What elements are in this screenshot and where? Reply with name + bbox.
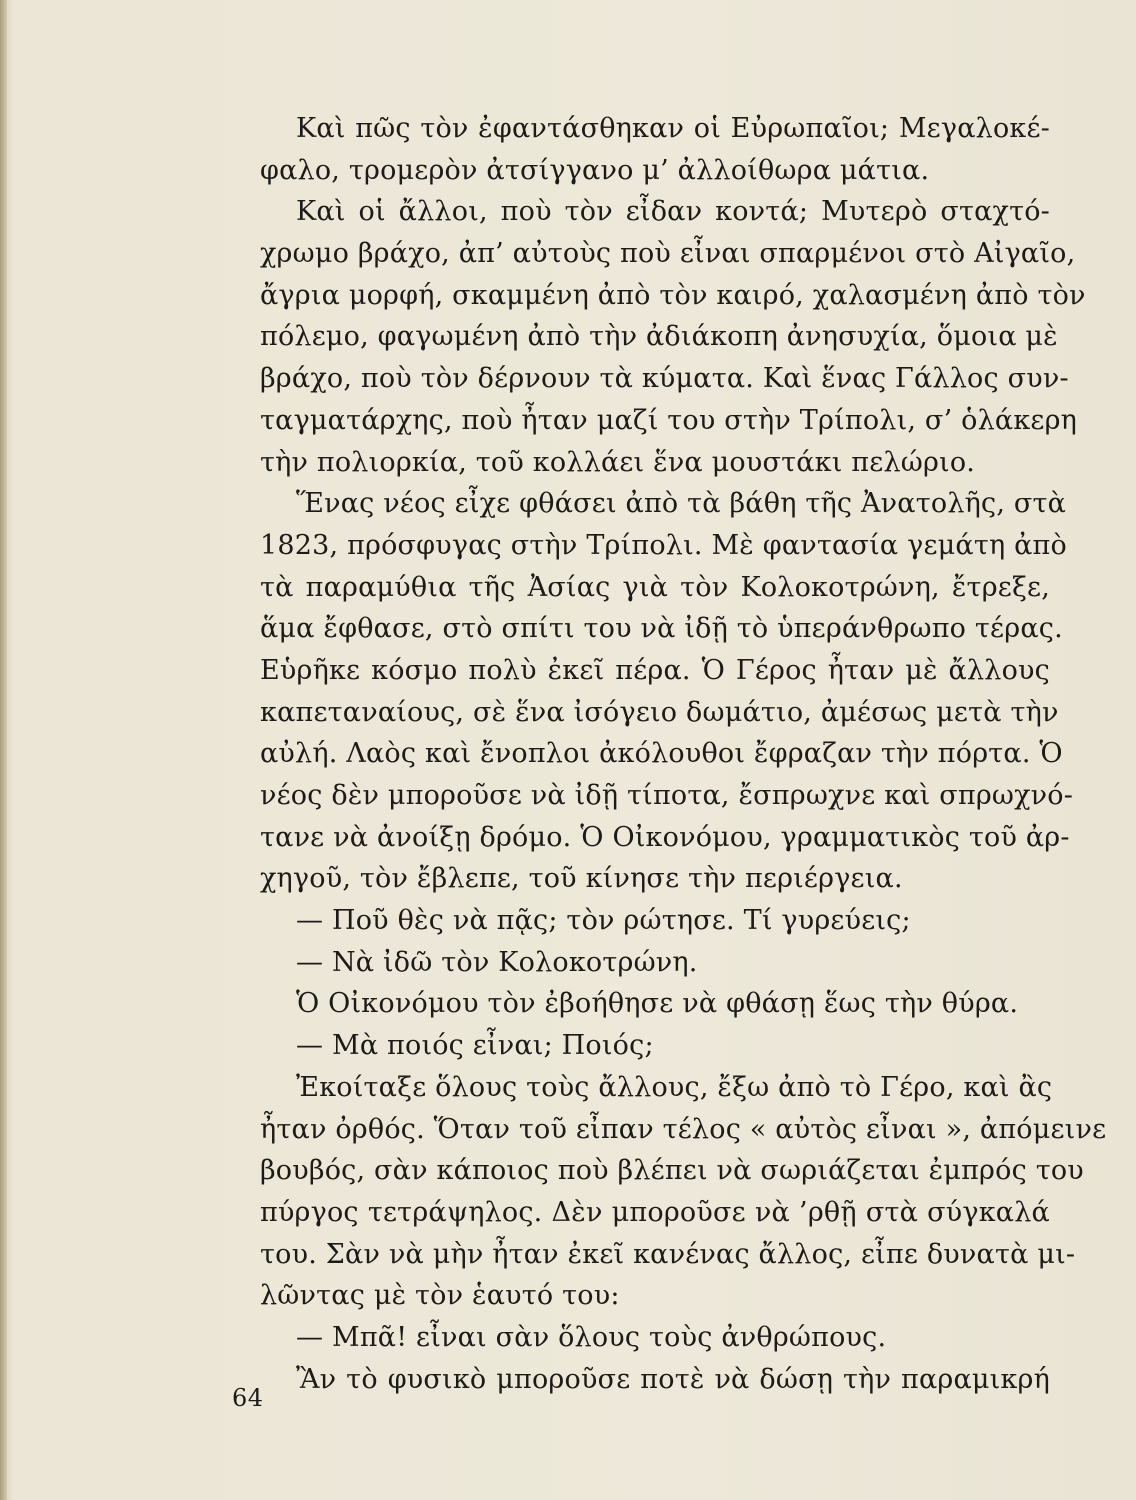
text-line: 1823, πρόσφυγας στὴν Τρίπολι. Μὲ φαντασία γεμάτη ἀπὸ bbox=[260, 529, 1067, 561]
text-line: Καὶ πῶς τὸν ἐφαντάσθηκαν οἱ Εὐρωπαῖοι; Μεγαλοκέ- bbox=[296, 113, 1050, 144]
text-line: Εὑρῆκε κόσμο πολὺ ἐκεῖ πέρα. Ὁ Γέρος ἦταν μὲ ἄλλους bbox=[260, 654, 1050, 686]
text-line: — Ποῦ θὲς νὰ πᾷς; τὸν ρώτησε. Τί γυρεύεις; bbox=[296, 905, 911, 937]
body-text bbox=[260, 108, 1107, 1400]
text-line: αὐλή. Λαὸς καὶ ἔνοπλοι ἀκόλουθοι ἔφραζαν τὴν πόρτα. Ὁ bbox=[260, 738, 1063, 770]
text-line: τανε νὰ ἀνοίξῃ δρόμο. Ὁ Οἰκονόμου, γραμματικὸς τοῦ ἀρ- bbox=[260, 821, 1070, 853]
text-line: — Μπᾶ! εἶναι σὰν ὅλους τοὺς ἀνθρώπους. bbox=[296, 1321, 887, 1353]
text-line: — Μὰ ποιός εἶναι; Ποιός; bbox=[296, 1030, 654, 1062]
text-line: χηγοῦ, τὸν ἔβλεπε, τοῦ κίνησε τὴν περιέργεια. bbox=[260, 863, 903, 895]
text-line: του. Σὰν νὰ μὴν ἦταν ἐκεῖ κανένας ἄλλος, εἶπε δυνατὰ μι- bbox=[260, 1238, 1076, 1270]
text-line: ἄγρια μορφή, σκαμμένη ἀπὸ τὸν καιρό, χαλασμένη ἀπὸ τὸν bbox=[260, 279, 1086, 311]
text-line: — Νὰ ἰδῶ τὸν Κολοκοτρώνη. bbox=[296, 946, 698, 978]
text-line: καπεταναίους, σὲ ἕνα ἰσόγειο δωμάτιο, ἀμέσως μετὰ τὴν bbox=[260, 696, 1059, 728]
page-number: 64 bbox=[232, 1384, 264, 1412]
text-line: ταγματάρχης, ποὺ ἦταν μαζί του στὴν Τρίπολι, σ’ ὁλάκερη bbox=[260, 404, 1078, 436]
text-line: βουβός, σὰν κάποιος ποὺ βλέπει νὰ σωριάζεται ἐμπρός του bbox=[260, 1155, 1084, 1187]
text-line: λῶντας μὲ τὸν ἑαυτό του: bbox=[260, 1280, 620, 1312]
text-line: ἦταν ὀρθός. Ὅταν τοῦ εἶπαν τέλος « αὐτὸς εἶναι », ἀπόμεινε bbox=[260, 1113, 1107, 1145]
text-line: Ἐκοίταξε ὅλους τοὺς ἄλλους, ἔξω ἀπὸ τὸ Γέρο, καὶ ἂς bbox=[296, 1071, 1053, 1103]
text-line: πύργος τετράψηλος. Δὲν μποροῦσε νὰ ’ρθῇ στὰ σύγκαλά bbox=[260, 1196, 1050, 1228]
text-line: βράχο, ποὺ τὸν δέρνουν τὰ κύματα. Καὶ ἕνας Γάλλος συν- bbox=[260, 363, 1069, 395]
text-line: χρωμο βράχο, ἀπ’ αὐτοὺς ποὺ εἶναι σπαρμένοι στὸ Αἰγαῖο, bbox=[260, 238, 1076, 270]
text-line: Ὁ Οἰκονόμου τὸν ἐβοήθησε νὰ φθάσῃ ἕως τὴν θύρα. bbox=[296, 988, 1019, 1020]
book-spine-shadow bbox=[0, 0, 7, 1500]
text-line: πόλεμο, φαγωμένη ἀπὸ τὴν ἀδιάκοπη ἀνησυχία, ὅμοια μὲ bbox=[260, 321, 1058, 353]
text-line: φαλο, τρομερὸν ἀτσίγγανο μ’ ἀλλοίθωρα μάτια. bbox=[260, 154, 930, 186]
text-line: Καὶ οἱ ἄλλοι, ποὺ τὸν εἶδαν κοντά; Μυτερὸ σταχτό- bbox=[296, 196, 1050, 228]
text-line: Ἕνας νέος εἶχε φθάσει ἀπὸ τὰ βάθη τῆς Ἀνατολῆς, στὰ bbox=[296, 488, 1067, 520]
text-line: Ἂν τὸ φυσικὸ μποροῦσε ποτὲ νὰ δώσῃ τὴν παραμικρή bbox=[296, 1363, 1050, 1395]
text-line: τὰ παραμύθια τῆς Ἀσίας γιὰ τὸν Κολοκοτρώνη, ἔτρεξε, bbox=[260, 571, 1050, 603]
text-line: ἅμα ἔφθασε, στὸ σπίτι του νὰ ἰδῇ τὸ ὑπεράνθρωπο τέρας. bbox=[260, 613, 1063, 645]
text-line: τὴν πολιορκία, τοῦ κολλάει ἕνα μουστάκι πελώριο. bbox=[260, 446, 976, 478]
text-line: νέος δὲν μποροῦσε νὰ ἰδῇ τίποτα, ἔσπρωχνε καὶ σπρωχνό- bbox=[260, 780, 1074, 811]
